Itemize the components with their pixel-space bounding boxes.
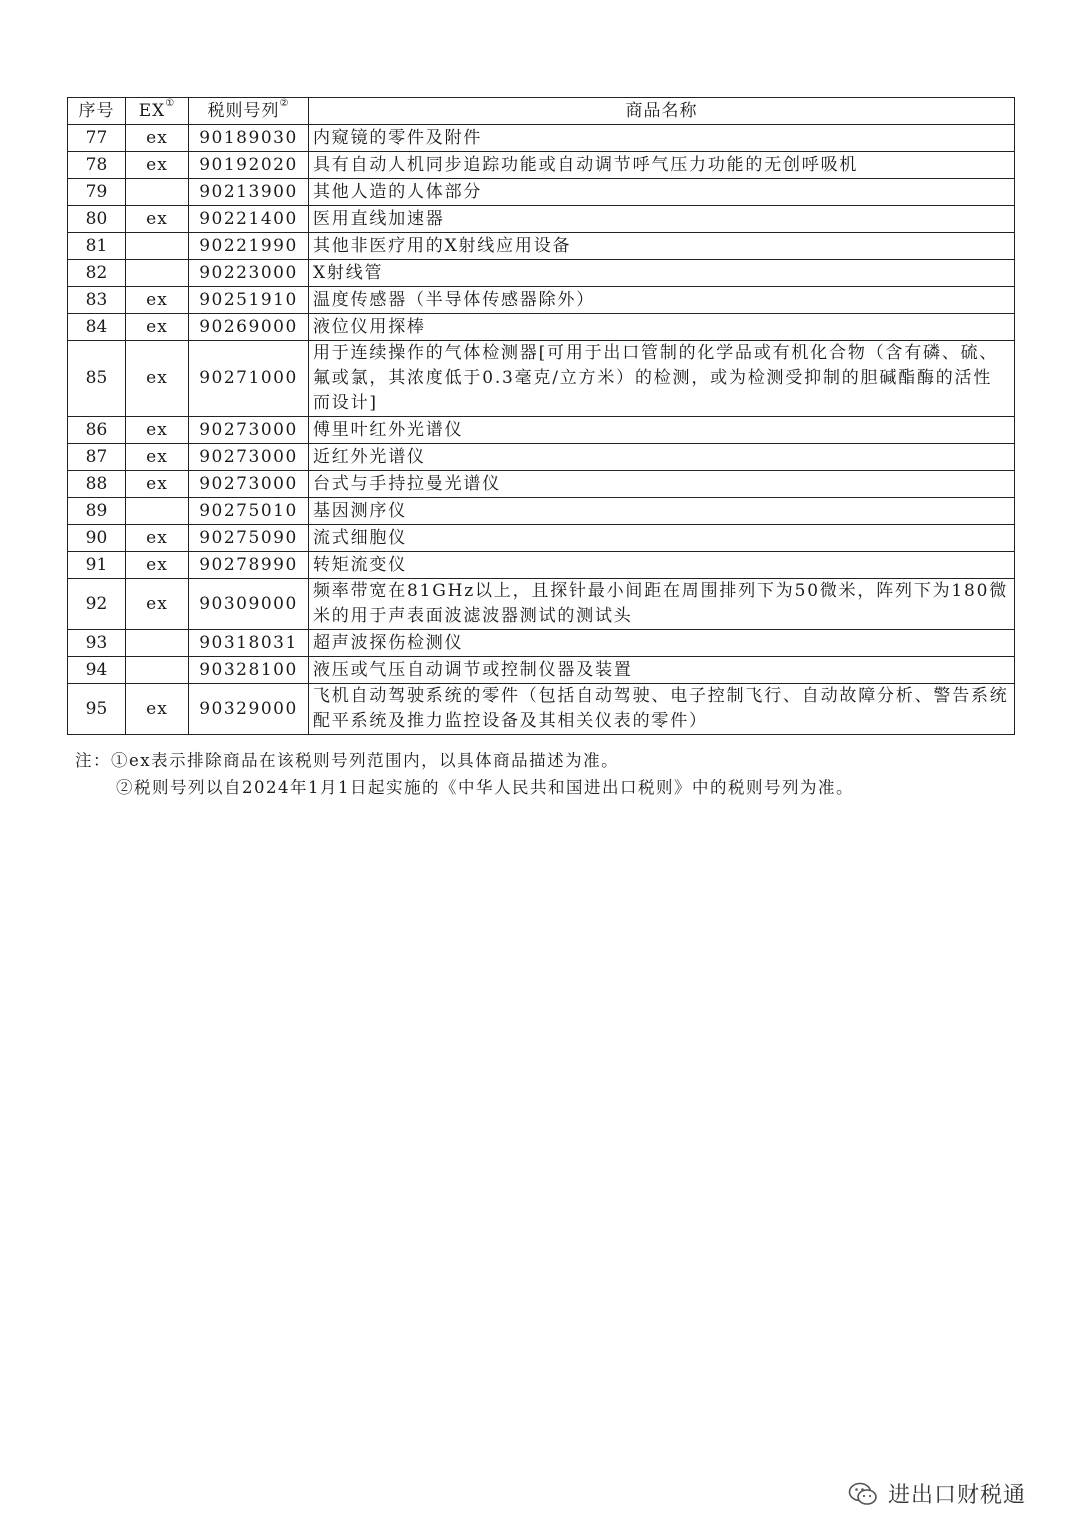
cell-seq: 88 xyxy=(68,471,126,498)
cell-name: 具有自动人机同步追踪功能或自动调节呼气压力功能的无创呼吸机 xyxy=(309,152,1015,179)
cell-code: 90269000 xyxy=(189,314,309,341)
cell-name: 医用直线加速器 xyxy=(309,206,1015,233)
watermark-text: 进出口财税通 xyxy=(888,1483,1027,1508)
header-seq: 序号 xyxy=(68,98,126,125)
notes xyxy=(75,747,854,801)
table-row xyxy=(68,579,1015,630)
table-row xyxy=(68,657,1015,684)
goods-table xyxy=(67,97,1015,735)
cell-ex xyxy=(126,260,189,287)
note-1: 注：①ex表示排除商品在该税则号列范围内，以具体商品描述为准。 xyxy=(75,751,620,770)
cell-code: 90213900 xyxy=(189,179,309,206)
cell-ex: ex xyxy=(126,314,189,341)
cell-seq: 85 xyxy=(68,341,126,417)
cell-name: 其他人造的人体部分 xyxy=(309,179,1015,206)
cell-code: 90192020 xyxy=(189,152,309,179)
cell-ex: ex xyxy=(126,444,189,471)
cell-code: 90278990 xyxy=(189,552,309,579)
table-row xyxy=(68,525,1015,552)
table-row xyxy=(68,341,1015,417)
table-row xyxy=(68,206,1015,233)
cell-ex: ex xyxy=(126,684,189,735)
header-name: 商品名称 xyxy=(309,98,1015,125)
cell-ex xyxy=(126,630,189,657)
cell-seq: 93 xyxy=(68,630,126,657)
table-row xyxy=(68,552,1015,579)
header-ex-label: EX xyxy=(138,100,166,121)
cell-code: 90273000 xyxy=(189,444,309,471)
cell-ex: ex xyxy=(126,525,189,552)
cell-seq: 81 xyxy=(68,233,126,260)
cell-seq: 86 xyxy=(68,417,126,444)
cell-code: 90189030 xyxy=(189,125,309,152)
cell-name: 内窥镜的零件及附件 xyxy=(309,125,1015,152)
table-row xyxy=(68,471,1015,498)
table-row xyxy=(68,684,1015,735)
cell-name: 液位仪用探棒 xyxy=(309,314,1015,341)
cell-ex: ex xyxy=(126,579,189,630)
cell-ex: ex xyxy=(126,125,189,152)
cell-name: 超声波探伤检测仪 xyxy=(309,630,1015,657)
cell-code: 90329000 xyxy=(189,684,309,735)
header-code-footnote-mark: ② xyxy=(279,97,290,109)
cell-code: 90221400 xyxy=(189,206,309,233)
cell-seq: 94 xyxy=(68,657,126,684)
cell-code: 90223000 xyxy=(189,260,309,287)
table-header-row xyxy=(68,98,1015,125)
cell-code: 90221990 xyxy=(189,233,309,260)
cell-name: 温度传感器（半导体传感器除外） xyxy=(309,287,1015,314)
cell-name: 用于连续操作的气体检测器[可用于出口管制的化学品或有机化合物（含有磷、硫、氟或氯，其浓度低于0.3毫克/立方米）的检测，或为检测受抑制的胆碱酯酶的活性而设计] xyxy=(309,341,1015,417)
cell-ex: ex xyxy=(126,287,189,314)
cell-seq: 79 xyxy=(68,179,126,206)
table-body xyxy=(68,125,1015,735)
table-row xyxy=(68,260,1015,287)
cell-ex: ex xyxy=(126,341,189,417)
cell-code: 90309000 xyxy=(189,579,309,630)
cell-name: 傅里叶红外光谱仪 xyxy=(309,417,1015,444)
table-row xyxy=(68,630,1015,657)
cell-seq: 95 xyxy=(68,684,126,735)
cell-name: 其他非医疗用的X射线应用设备 xyxy=(309,233,1015,260)
cell-seq: 80 xyxy=(68,206,126,233)
cell-seq: 77 xyxy=(68,125,126,152)
cell-name: 基因测序仪 xyxy=(309,498,1015,525)
cell-name: 转矩流变仪 xyxy=(309,552,1015,579)
cell-name: 频率带宽在81GHz以上，且探针最小间距在周围排列下为50微米，阵列下为180微米的用于声表面波滤波器测试的测试头 xyxy=(309,579,1015,630)
table-row xyxy=(68,125,1015,152)
cell-ex xyxy=(126,498,189,525)
cell-name: 流式细胞仪 xyxy=(309,525,1015,552)
wechat-icon xyxy=(848,1481,878,1507)
cell-seq: 78 xyxy=(68,152,126,179)
header-code-label: 税则号列 xyxy=(207,100,280,121)
table-row xyxy=(68,233,1015,260)
header-ex-footnote-mark: ① xyxy=(165,97,176,109)
watermark xyxy=(848,1478,1026,1509)
cell-code: 90271000 xyxy=(189,341,309,417)
cell-code: 90273000 xyxy=(189,471,309,498)
cell-seq: 84 xyxy=(68,314,126,341)
cell-name: X射线管 xyxy=(309,260,1015,287)
cell-seq: 87 xyxy=(68,444,126,471)
cell-ex: ex xyxy=(126,152,189,179)
table-row xyxy=(68,152,1015,179)
cell-name: 台式与手持拉曼光谱仪 xyxy=(309,471,1015,498)
cell-ex: ex xyxy=(126,417,189,444)
cell-name: 液压或气压自动调节或控制仪器及装置 xyxy=(309,657,1015,684)
cell-code: 90318031 xyxy=(189,630,309,657)
cell-ex: ex xyxy=(126,552,189,579)
cell-code: 90275090 xyxy=(189,525,309,552)
header-code xyxy=(189,98,309,125)
cell-code: 90273000 xyxy=(189,417,309,444)
cell-code: 90275010 xyxy=(189,498,309,525)
table-row xyxy=(68,417,1015,444)
cell-seq: 92 xyxy=(68,579,126,630)
cell-ex xyxy=(126,657,189,684)
cell-seq: 89 xyxy=(68,498,126,525)
cell-ex xyxy=(126,179,189,206)
table-row xyxy=(68,498,1015,525)
cell-name: 近红外光谱仪 xyxy=(309,444,1015,471)
table-row xyxy=(68,287,1015,314)
table-row xyxy=(68,444,1015,471)
table-row xyxy=(68,314,1015,341)
header-ex xyxy=(126,98,189,125)
cell-seq: 91 xyxy=(68,552,126,579)
cell-seq: 90 xyxy=(68,525,126,552)
cell-seq: 83 xyxy=(68,287,126,314)
cell-ex: ex xyxy=(126,206,189,233)
table-row xyxy=(68,179,1015,206)
cell-ex: ex xyxy=(126,471,189,498)
note-2: ②税则号列以自2024年1月1日起实施的《中华人民共和国进出口税则》中的税则号列为准。 xyxy=(116,778,854,797)
cell-seq: 82 xyxy=(68,260,126,287)
cell-name: 飞机自动驾驶系统的零件（包括自动驾驶、电子控制飞行、自动故障分析、警告系统配平系统及推力监控设备及其相关仪表的零件） xyxy=(309,684,1015,735)
cell-code: 90251910 xyxy=(189,287,309,314)
cell-code: 90328100 xyxy=(189,657,309,684)
cell-ex xyxy=(126,233,189,260)
